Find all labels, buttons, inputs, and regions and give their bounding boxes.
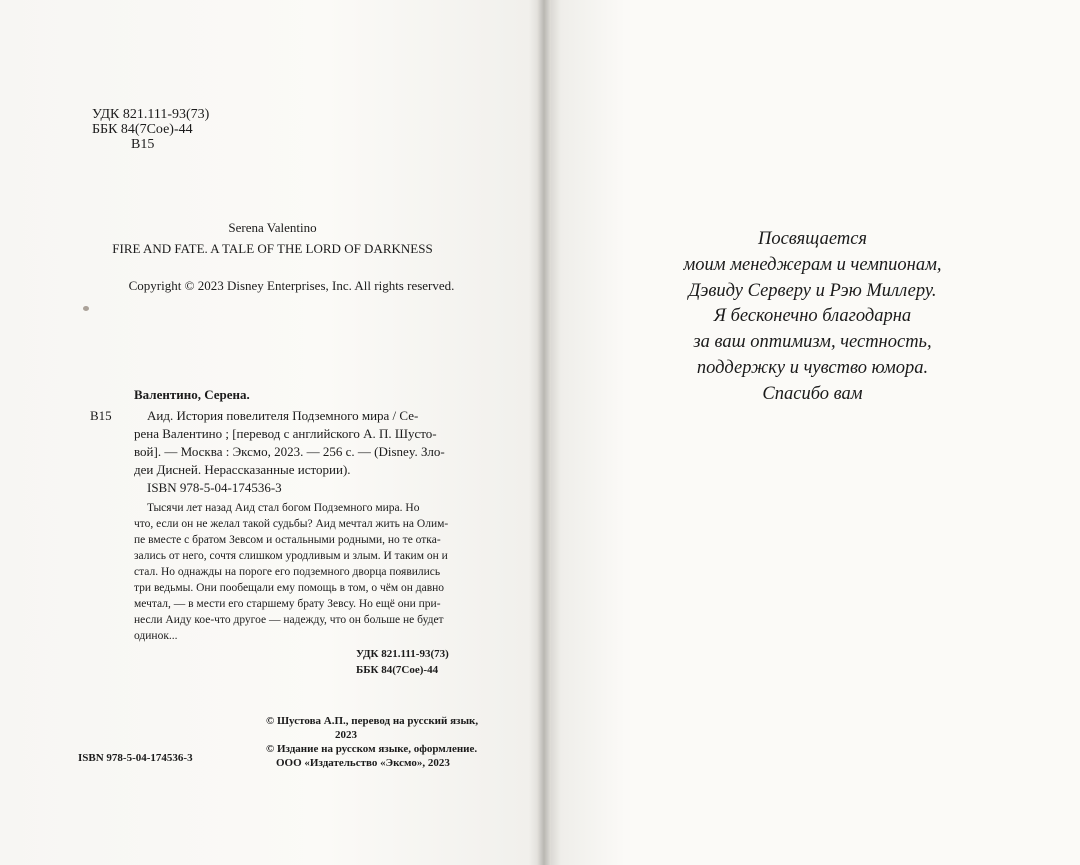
author-mark: В15 xyxy=(131,137,155,152)
paper-speck xyxy=(83,306,89,311)
annotation-line: Тысячи лет назад Аид стал богом Подземного мира. Но xyxy=(147,502,420,514)
catalog-description-line: вой]. — Москва : Эксмо, 2023. — 256 с. — (Disney. Зло- xyxy=(134,444,445,459)
dedication-line: за ваш оптимизм, честность, xyxy=(693,332,932,352)
annotation-line: пе вместе с братом Зевсом и остальными родными, но те отка- xyxy=(134,534,441,546)
footer-isbn: ISBN 978-5-04-174536-3 xyxy=(78,752,193,764)
catalog-description-line: Аид. История повелителя Подземного мира / Се- xyxy=(147,408,419,423)
catalog-description-line: деи Дисней. Нерассказанные истории). xyxy=(134,462,351,477)
copyright-line: © Издание на русском языке, оформление. xyxy=(266,743,478,755)
annotation-line: мечтал, — в мести его старшему брату Зевсу. Но ещё они при- xyxy=(134,598,441,610)
annotation-line: стал. Но однажды на пороге его подземного дворца появились xyxy=(134,566,441,578)
original-title: FIRE AND FATE. A TALE OF THE LORD OF DARKNESS xyxy=(112,241,433,256)
dedication-line: Я бесконечно благодарна xyxy=(713,306,912,326)
annotation-line: зались от него, сочтя слишком уродливым и злым. И таким он и xyxy=(134,550,448,562)
copyright-line: © Шустова А.П., перевод на русский язык, xyxy=(266,715,479,727)
catalog-isbn: ISBN 978-5-04-174536-3 xyxy=(147,480,282,495)
annotation-line: одинок... xyxy=(134,630,178,642)
copyright-line: ООО «Издательство «Эксмо», 2023 xyxy=(276,757,450,769)
catalog-code: В15 xyxy=(90,408,112,423)
dedication-line: Посвящается xyxy=(757,229,868,249)
annotation-line: что, если он не желал такой судьбы? Аид мечтал жить на Олим- xyxy=(134,518,449,530)
catalog-description-line: рена Валентино ; [перевод с английского А. П. Шусто- xyxy=(134,426,437,441)
udk-code: УДК 821.111-93(73) xyxy=(92,107,210,122)
annotation-line: три ведьмы. Они пообещали ему помощь в том, о чём он давно xyxy=(134,582,445,594)
right-page xyxy=(545,0,1080,865)
dedication-line: Спасибо вам xyxy=(762,384,863,404)
dedication-line: моим менеджерам и чемпионам, xyxy=(683,255,942,275)
dedication-line: Дэвиду Серверу и Рэю Миллеру. xyxy=(688,281,937,301)
original-copyright: Copyright © 2023 Disney Enterprises, Inc. All rights reserved. xyxy=(128,278,455,293)
catalog-bbk: ББК 84(7Сое)-44 xyxy=(356,664,439,676)
original-author: Serena Valentino xyxy=(228,220,317,235)
catalog-udk: УДК 821.111-93(73) xyxy=(356,648,449,660)
catalog-heading: Валентино, Серена. xyxy=(134,387,250,402)
annotation-line: несли Аиду кое-что другое — надежду, что он больше не будет xyxy=(134,614,444,626)
bbk-code: ББК 84(7Сое)-44 xyxy=(92,122,193,137)
copyright-line: 2023 xyxy=(335,729,357,741)
book-gutter xyxy=(537,0,551,865)
dedication-line: поддержку и чувство юмора. xyxy=(696,358,929,378)
